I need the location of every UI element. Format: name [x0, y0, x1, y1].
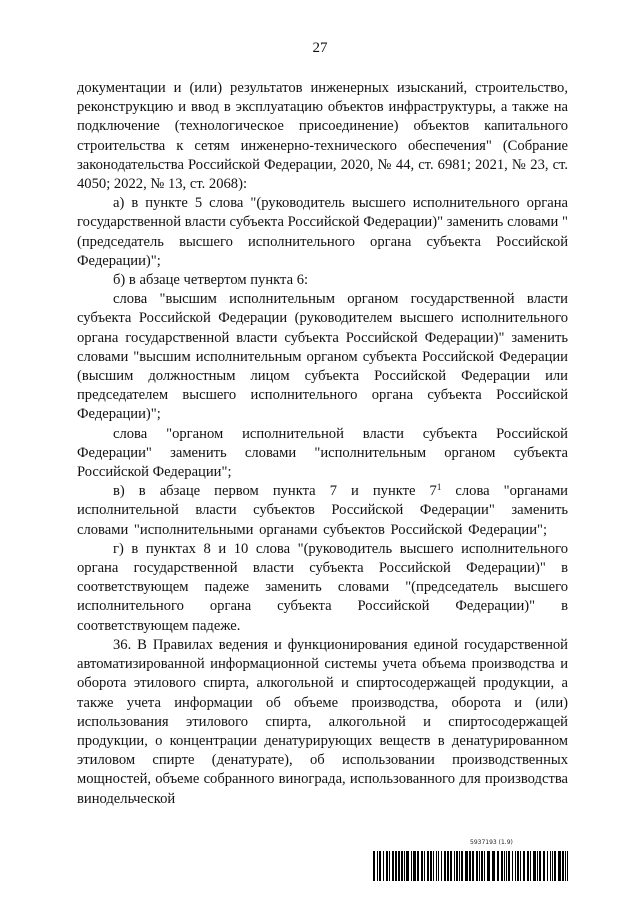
barcode-caption: 5937193 (1.9)	[470, 839, 513, 846]
paragraph: 36. В Правилах ведения и функционирования единой государственной автоматизированной информационной системы учета объема производства и оборота этилового спирта, алкогольной и спиртосодержащей продукции, а также учета информации об объеме производства, оборота и (или) использования этилового спирта, алкогольной и спиртосодержащей продукции, о концентрации денатурирующих веществ в денатурированном этиловом спирте (денатурате), об использовании производственных мощностей, объеме собранного винограда, использованного для производства винодельческой	[77, 636, 569, 807]
paragraph: б) в абзаце четвертом пункта 6:	[113, 272, 309, 289]
barcode-icon	[373, 851, 568, 881]
page-number: 27	[312, 40, 328, 56]
paragraph: г) в пунктах 8 и 10 слова "(руководитель высшего исполнительного органа государственной власти субъекта Российской Федерации)" в соответствующем падеже заменить словами "(председатель высшего исполнительного органа субъекта Российской Федерации)" в соответствующем падеже.	[77, 540, 568, 634]
paragraph: а) в пункте 5 слова "(руководитель высшего исполнительного органа государственной власти субъекта Российской Федерации)" заменить словами "(председатель высшего исполнительного органа субъекта Российской Федерации)";	[77, 195, 569, 269]
superscript: 1	[436, 482, 442, 493]
paragraph: в) в абзаце первом пункта 7 и пункте $7^1$ слова "органами исполнительной власти субъектов Российской Федерации" заменить словами "исполнительными органами субъектов Российской Федерации";	[77, 482, 568, 538]
paragraph: слова "органом исполнительной власти субъекта Российской Федерации" заменить словами "исполнительным органом субъекта Российской Федерации";	[77, 425, 568, 481]
paragraph: слова "высшим исполнительным органом государственной власти субъекта Российской Федерации (руководителем высшего исполнительного органа государственной власти субъекта Российской Федерации)" заменить словами "высшим исполнительным органом субъекта Российской Федерации (высшим должностным лицом субъекта Российской Федерации или председателем высшего исполнительного органа субъекта Российской Федерации)";	[77, 291, 569, 423]
document-body	[77, 79, 568, 809]
paragraph: документации и (или) результатов инженерных изысканий, строительство, реконструкцию и ввод в эксплуатацию объектов инфраструктуры, а также на подключение (технологическое присоединение) объектов капитального строительства к сетям инженерно-технического обеспечения" (Собрание законодательства Российской Федерации, 2020, № 44, ст. 6981; 2021, № 23, ст. 4050; 2022, № 13, ст. 2068):	[77, 80, 568, 193]
